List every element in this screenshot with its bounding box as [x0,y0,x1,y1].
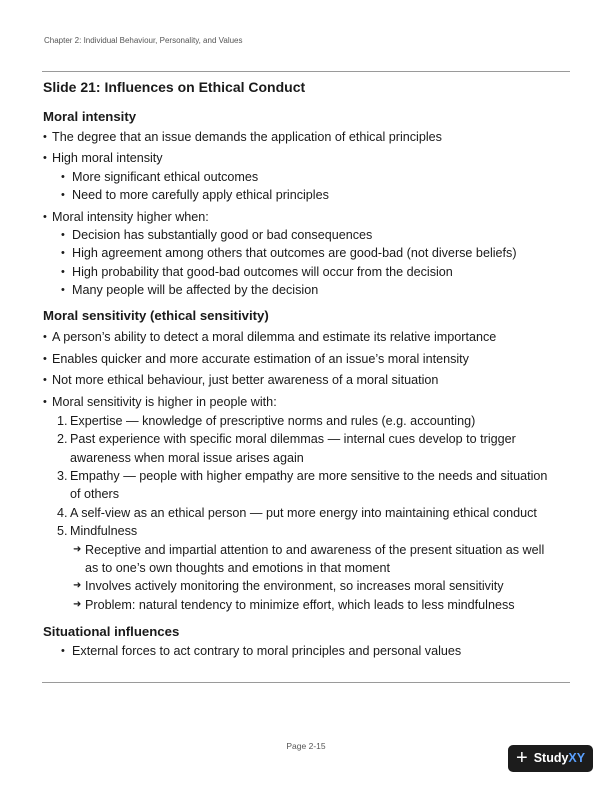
numbered-item [43,430,573,448]
arrow-icon: ➜ [73,580,82,592]
list-item: • The degree that an issue demands the application of ethical principles [43,128,573,146]
item-continuation: awareness when moral issue arises again [70,450,304,465]
list-item: • External forces to act contrary to moral principles and personal values [43,642,573,660]
plus-icon: + [516,747,528,769]
item-text: Past experience with specific moral dilemmas — internal cues develop to trigger [70,432,516,447]
moral-sensitivity-heading: Moral sensitivity (ethical sensitivity) [43,307,269,323]
item-text: A self-view as an ethical person — put more energy into maintaining ethical conduct [70,505,537,520]
slide-content [43,77,573,661]
item-number: 1. [57,413,68,428]
numbered-item [43,412,573,430]
item-number: 3. [57,469,68,483]
sub-item [43,541,573,559]
item-number: 4. [57,505,68,520]
numbered-item [43,522,573,540]
list-item: • Enables quicker and more accurate estimation of an issue’s moral intensity [43,350,573,368]
list-item: • High probability that good-bad outcomes will occur from the decision [43,263,573,281]
list-item: • Need to more carefully apply ethical principles [43,186,573,204]
moral-intensity-heading: Moral intensity [43,109,137,124]
sub-item-text: Problem: natural tendency to minimize effort, which leads to less mindfulness [85,597,515,612]
top-divider [42,71,570,72]
situational-heading: Situational influences [43,624,180,640]
list-item: • Not more ethical behaviour, just better awareness of a moral situation [43,371,573,389]
arrow-icon: ➜ [73,598,82,610]
item-text: Empathy — people with higher empathy are more sensitive to the needs and situation [70,469,548,483]
item-text: Expertise — knowledge of prescriptive norms and rules (e.g. accounting) [70,413,476,428]
sub-item [43,577,573,595]
list-item: • High moral intensity [43,149,573,167]
list-item: • High agreement among others that outcomes are good-bad (not diverse beliefs) [43,244,573,262]
item-number: 5. [57,524,68,539]
arrow-icon: ➜ [73,543,82,555]
studyxy-logo[interactable] [508,745,593,772]
list-item: • More significant ethical outcomes [43,168,573,186]
page-number: Page 2-15 [286,741,326,751]
list-item: • Decision has substantially good or bad consequences [43,226,573,244]
sub-item-text: Involves actively monitoring the environment, so increases moral sensitivity [85,579,504,594]
list-item: • Many people will be affected by the decision [43,281,573,299]
brand-name-part2: XY [568,751,586,765]
sub-item-text: Receptive and impartial attention to and awareness of the present situation as well [85,542,545,557]
list-item: • Moral sensitivity is higher in people with: [43,393,573,411]
running-head: Chapter 2: Individual Behaviour, Personality, and Values [44,36,243,45]
slide-title: Slide 21: Influences on Ethical Conduct [43,79,306,95]
brand-name-part1: Study [533,751,569,765]
bottom-divider [42,682,570,683]
list-item: • Moral intensity higher when: [43,208,573,226]
item-text: Mindfulness [70,524,138,539]
sub-item [43,596,573,614]
list-item: • A person’s ability to detect a moral dilemma and estimate its relative importance [43,328,573,346]
numbered-item [43,467,573,485]
item-continuation: of others [70,487,120,502]
item-number: 2. [57,432,68,447]
sub-item-continuation: as to one’s own thoughts and emotions in that moment [85,561,391,576]
numbered-item [43,504,573,522]
